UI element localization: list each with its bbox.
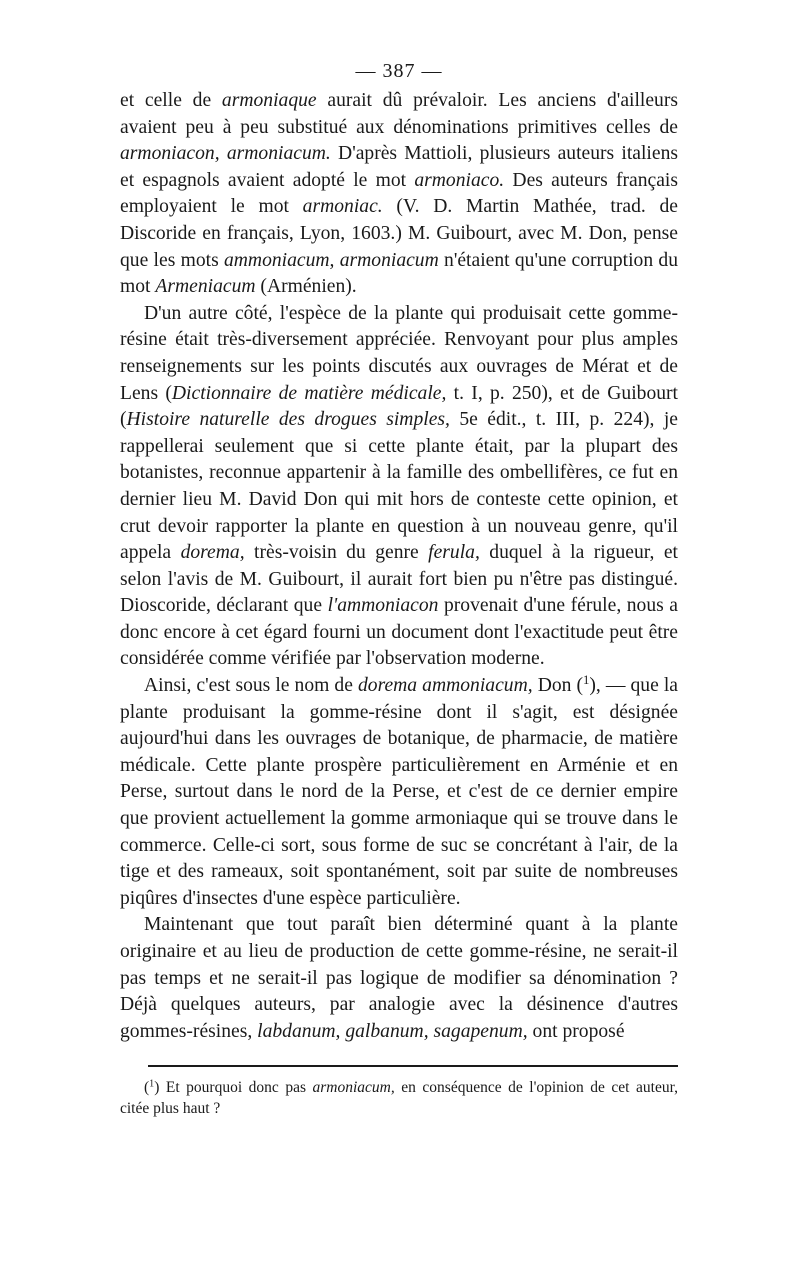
text-run: (Arménien). bbox=[255, 276, 357, 298]
text-run: ( bbox=[144, 1079, 150, 1097]
footnote-rule bbox=[148, 1065, 678, 1067]
footnote bbox=[120, 1077, 678, 1119]
text-run: 5e édit., t. III, p. 224), je rappellerai seulement que si cette plante était, par la plupart des botanistes, reconnue appartenir à la famille des ombellifères, ce fut en dernier lieu M. David Don qui mit hors de conteste cette opinion, et crut devoir rapporter la plante en question à un nouveau genre, qu'il appela bbox=[120, 409, 678, 564]
italic-text: armoniacon, armoniacum. bbox=[120, 143, 331, 165]
italic-text: armoniacum, bbox=[312, 1079, 395, 1097]
book-page bbox=[120, 54, 678, 1135]
text-run: n'étaient qu'une corruption du mot bbox=[120, 249, 679, 298]
italic-text: dorema ammoniacum, bbox=[357, 675, 533, 697]
italic-text: ferula, bbox=[428, 542, 480, 564]
italic-text: l'ammoniacon bbox=[327, 595, 439, 617]
text-run: Ainsi, c'est sous le nom de bbox=[144, 675, 358, 697]
text-run: Don ( bbox=[532, 675, 584, 697]
text-run: très-voisin du genre bbox=[244, 542, 429, 564]
text-run: ont proposé bbox=[527, 1020, 625, 1042]
text-run: ), — que la plante produisant la gomme-résine dont il s'agit, est désignée aujourd'hui dans les ouvrages de botanique, de pharmacie, de matière médicale. Cette plante prospère particulièrement en Arménie et en Perse, surtout dans le nord de la Perse, et c'est de ce dernier empire que provient actuellement la gomme armoniaque qui se trouve dans le commerce. Celle-ci sort, sous forme de suc se concrétant à l'air, de la tige et des rameaux, soit spontanément, soit par suite de nombreuses piqûres d'insectes d'une espèce particulière. bbox=[120, 675, 678, 909]
body-text bbox=[120, 88, 678, 1045]
text-run: D'après Mattioli, plusieurs auteurs italiens et espagnols avaient adopté le mot bbox=[120, 143, 678, 191]
text-run: t. I, p. 250), et de Guibourt ( bbox=[120, 382, 679, 431]
text-run: aurait dû prévaloir. Les anciens d'ailleurs avaient peu à peu substitué aux dénominations primitives celles de bbox=[120, 90, 679, 138]
italic-text: Armeniacum bbox=[155, 276, 256, 298]
paragraph bbox=[120, 912, 678, 1045]
text-run: D'un autre côté, l'espèce de la plante qui produisait cette gomme-résine était très-diversement appréciée. Renvoyant pour plus amples renseignements sur les points discutés aux ouvrages de Mérat et de Lens ( bbox=[120, 302, 678, 404]
italic-text: Histoire naturelle des drogues simples, bbox=[126, 409, 450, 431]
italic-text: Dictionnaire de matière médicale, bbox=[171, 382, 447, 404]
text-run: en conséquence de l'opinion de cet auteur, citée plus haut ? bbox=[120, 1079, 678, 1118]
text-run: ) Et pourquoi donc pas bbox=[154, 1079, 313, 1097]
text-run: duquel à la rigueur, et selon l'avis de M. Guibourt, il aurait fort bien pu n'être pas distingué. Dioscoride, déclarant que bbox=[120, 542, 678, 617]
text-run: (V. D. Martin Mathée, trad. de Discoride en français, Lyon, 1603.) M. Guibourt, avec M. Don, pense que les mots bbox=[120, 196, 678, 271]
italic-text: ammoniacum, armoniacum bbox=[223, 249, 439, 271]
text-run: provenait d'une férule, nous a donc encore à cet égard fourni un document dont l'exactitude peut être considérée comme vérifiée par l'observation moderne. bbox=[120, 595, 678, 670]
italic-text: armoniaco. bbox=[414, 169, 505, 191]
page-number: — 387 — bbox=[355, 60, 443, 82]
text-run: et celle de bbox=[120, 90, 222, 111]
text-run: Maintenant que tout paraît bien déterminé quant à la plante originaire et au lieu de production de cette gomme-résine, ne serait-il pas temps et ne serait-il pas logique de modifier sa dénomination ? Déjà quelques auteurs, par analogie avec la désinence d'autres gommes-résines, bbox=[120, 914, 678, 1042]
paragraph bbox=[120, 673, 678, 912]
italic-text: labdanum, galbanum, sagapenum, bbox=[257, 1020, 528, 1042]
footnote-marker: 1 bbox=[149, 1078, 155, 1090]
italic-text: dorema, bbox=[180, 542, 245, 564]
italic-text: armoniac. bbox=[302, 196, 383, 218]
paragraph bbox=[120, 88, 678, 301]
text-run: Des auteurs français employaient le mot bbox=[120, 169, 678, 218]
italic-text: armoniaque bbox=[221, 90, 317, 111]
footnote-marker: 1 bbox=[583, 673, 590, 688]
paragraph bbox=[120, 301, 678, 673]
